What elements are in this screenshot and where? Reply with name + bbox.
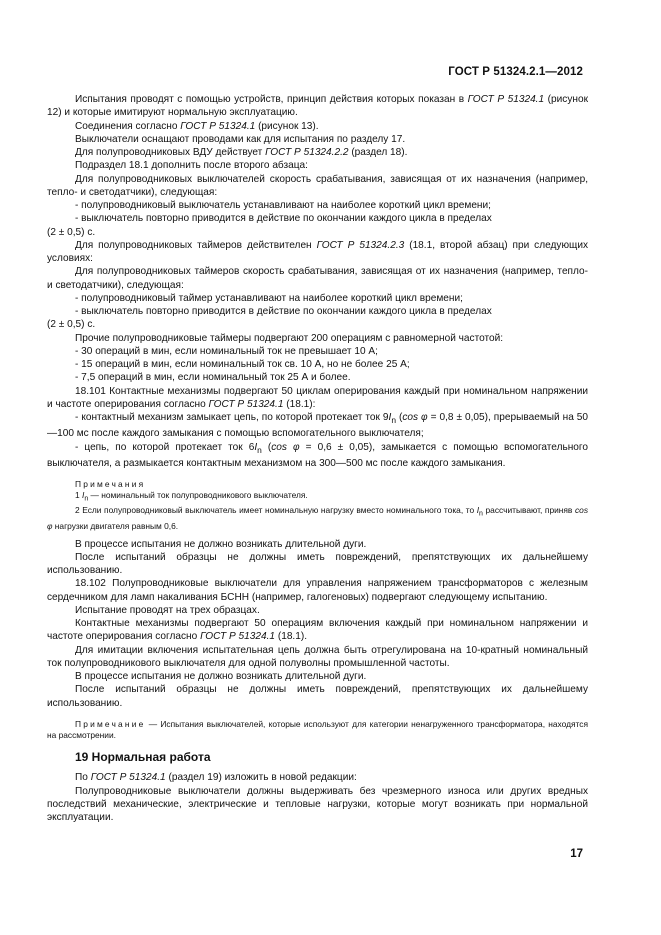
paragraph: 18.102 Полупроводниковые выключатели для управления напряжением трансформаторов с железным сердечником для ламп накаливания БСНН (например, галогеновых) подвергают следующему испытанию. bbox=[47, 578, 588, 603]
paragraph: После испытаний образцы не должны иметь повреждений, препятствующих их дальнейшему использованию. bbox=[47, 551, 588, 577]
paragraph: Соединения согласно ГОСТ Р 51324.1 (рисунок 13). bbox=[75, 120, 319, 132]
paragraph: Прочие полупроводниковые таймеры подвергают 200 операциям с равномерной частотой: bbox=[75, 332, 504, 344]
paragraph: Для полупроводниковых выключателей скорость срабатывания, зависящая от их назначения (например, тепло- и светодатчики), следующая: bbox=[47, 173, 588, 198]
list-item: - контактный механизм замыкает цепь, по которой протекает ток $9I_n$ (cos φ = 0,8 ± 0,05), прерываемый на 50—100 мс после каждого замыкания с помощью вспомогательного выключателя; bbox=[47, 412, 589, 440]
section-title: 19 Нормальная работа bbox=[75, 750, 211, 765]
list-item: - 15 операций в мин, если номинальный ток св. 10 А, но не более 25 А; bbox=[75, 359, 410, 370]
paragraph: Полупроводниковые выключатели должны выдерживать без чрезмерного износа или других вредных последствий механические, электрические и тепловые нагрузки, которые могут возникать при нормальной эксплуатации. bbox=[47, 785, 588, 824]
list-item: - полупроводниковый выключатель устанавливают на наиболее короткий цикл времени; bbox=[75, 200, 491, 211]
notes-heading: Примечания bbox=[75, 479, 146, 490]
list-item: - полупроводниковый таймер устанавливают на наиболее короткий цикл времени; bbox=[75, 292, 463, 304]
list-item: - выключатель повторно приводится в действие по окончании каждого цикла в пределах bbox=[75, 306, 492, 317]
paragraph: Для полупроводниковых ВДУ действует ГОСТ Р 51324.2.2 (раздел 18). bbox=[75, 147, 408, 158]
paragraph: Для полупроводниковых таймеров скорость срабатывания, зависящая от их назначения (например, тепло- и светодатчики), следующая: bbox=[47, 266, 588, 291]
paragraph: Для имитации включения испытательная цепь должна быть отрегулирована на 10-кратный номинальный ток полупроводникового выключателя для одной полуволны промышленной частоты. bbox=[47, 644, 588, 669]
paragraph: В процессе испытания не должно возникать длительной дуги. bbox=[75, 538, 367, 550]
note-item: 2 Если полупроводниковый выключатель имеет номинальную нагрузку вместо номинального тока, то $I_n$ рассчитывают, приняв cos φ нагрузки двигателя равным 0,6. bbox=[47, 505, 589, 531]
paragraph: По ГОСТ Р 51324.1 (раздел 19) изложить в новой редакции: bbox=[75, 772, 357, 784]
note-item: 1 $I_n$ — номинальный ток полупроводникового выключателя. bbox=[75, 489, 308, 503]
page-header: ГОСТ Р 51324.2.1—2012 bbox=[448, 66, 583, 78]
list-item: - цепь, по которой протекает ток $6I_n$ (cos φ = 0,6 ± 0,05), замыкается с помощью вспомогательного выключателя, а размыкается контактным механизмом на 300—500 мс после каждого замыкания. bbox=[47, 441, 588, 469]
paragraph: (2 ± 0,5) с. bbox=[47, 319, 96, 331]
paragraph: Выключатели оснащают проводами как для испытания по разделу 17. bbox=[75, 133, 406, 145]
paragraph: 18.101 Контактные механизмы подвергают 50 циклам оперирования каждый при номинальном напряжении и частоте оперирования согласно ГОСТ Р 51324.1 (18.1): bbox=[47, 385, 588, 410]
list-item: - выключатель повторно приводится в действие по окончании каждого цикла в пределах bbox=[75, 213, 492, 225]
paragraph: Контактные механизмы подвергают 50 операциям включения каждый при номинальном напряжении и частоте оперирования согласно ГОСТ Р 51324.1 (18.1). bbox=[47, 618, 588, 643]
paragraph: (2 ± 0,5) с. bbox=[47, 226, 96, 238]
document-body bbox=[47, 93, 588, 824]
paragraph: Для полупроводниковых таймеров действителен ГОСТ Р 51324.2.3 (18.1, второй абзац) при следующих условиях: bbox=[47, 239, 589, 264]
list-item: - 7,5 операций в мин, если номинальный ток 25 А и более. bbox=[75, 372, 351, 384]
paragraph: Подраздел 18.1 дополнить после второго абзаца: bbox=[75, 160, 308, 172]
paragraph: Испытания проводят с помощью устройств, принцип действия которых показан в ГОСТ Р 51324.1 (рисунок 12) и которые имитируют нормальную эксплуатацию. bbox=[47, 94, 588, 119]
paragraph: Испытание проводят на трех образцах. bbox=[75, 604, 260, 616]
paragraph: В процессе испытания не должно возникать длительной дуги. bbox=[75, 671, 367, 683]
note-item: Примечание — Испытания выключателей, которые используют для категории ненагруженного трансформатора, находятся на рассмотрении. bbox=[47, 718, 589, 740]
page-number: 17 bbox=[570, 848, 583, 860]
paragraph: После испытаний образцы не должны иметь повреждений, препятствующих их дальнейшему использованию. bbox=[47, 684, 588, 709]
list-item: - 30 операций в мин, если номинальный ток не превышает 10 А; bbox=[75, 345, 378, 357]
